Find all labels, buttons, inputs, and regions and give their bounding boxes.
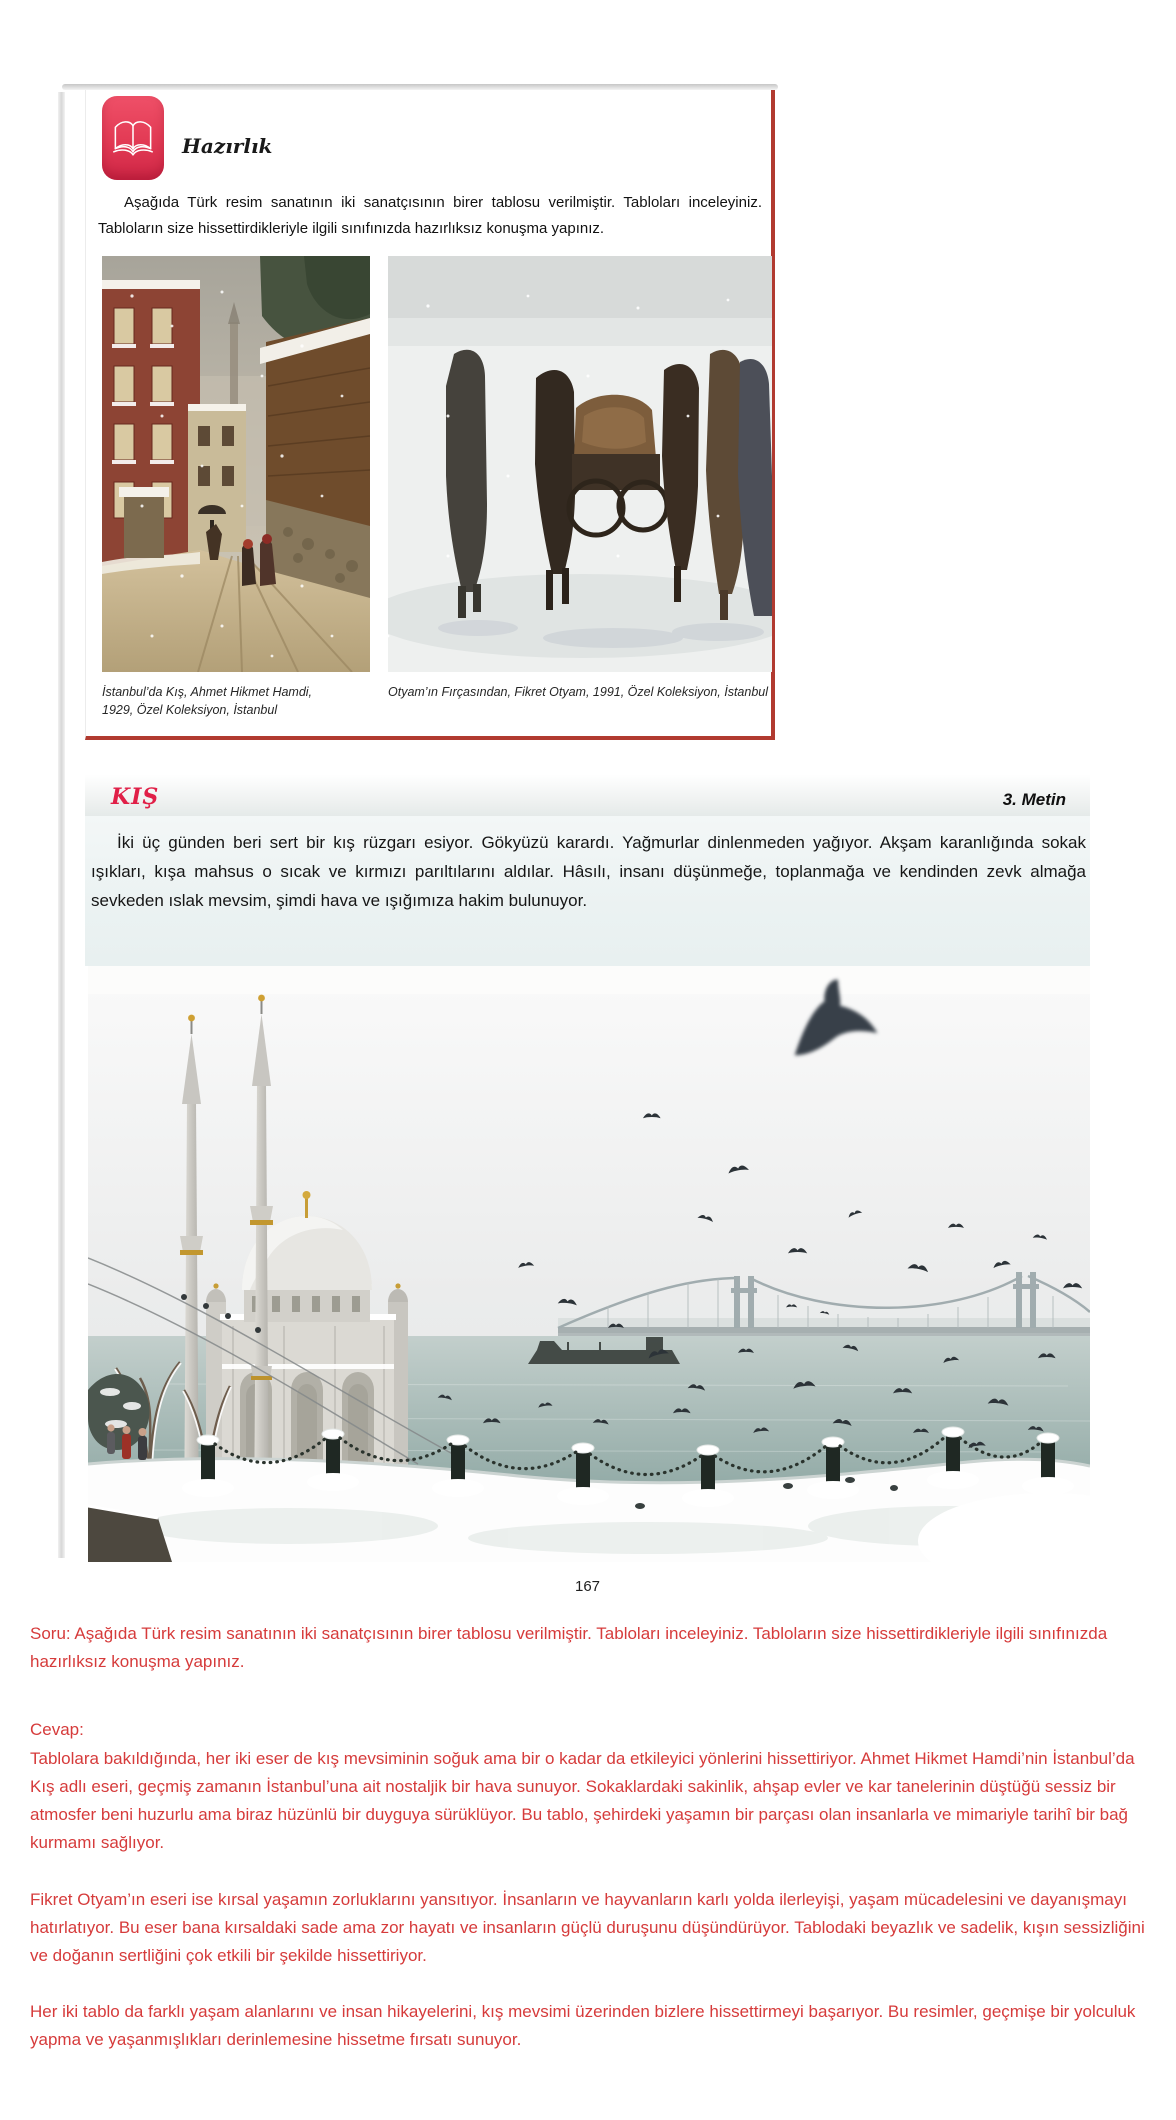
paintings-row: [102, 256, 772, 719]
painting-otyamin-fircasindan: [388, 256, 772, 719]
photo-image: [88, 966, 1090, 1562]
text-number-label: 3. Metin: [1002, 790, 1066, 809]
answer-paragraph: Her iki tablo da farklı yaşam alanlarını ve insan hikayelerini, kış mevsimi üzerinden bizlere hissettirmeyi başarıyor. Bu resimler, geçmişe bir yolculuk yapma ve yaşanmışlıkları derinlemesine hissetme fırsatı sunuyor.: [30, 2002, 1136, 2050]
answer-label: Cevap:: [30, 1720, 84, 1740]
question-answer-block: [30, 1620, 1152, 2083]
section-title: Hazırlık: [182, 134, 273, 158]
instruction-text: Aşağıda Türk resim sanatının iki sanatçısının birer tablosu verilmiştir. Tabloları inceleyiniz. Tabloların size hissettirdikleriyle ilgili sınıfınızda hazırlıksız konuşma yapınız.: [98, 194, 762, 238]
reading-area: [85, 816, 1090, 966]
reading-title: KIŞ: [111, 784, 160, 810]
photo-ortakoy-mosque-winter: [88, 966, 1090, 1562]
answer-paragraph: Fikret Otyam’ın eseri ise kırsal yaşamın zorluklarını yansıtıyor. İnsanların ve hayvanların karlı yolda ilerleyişi, yaşam mücadelesini ve dayanışmayı hatırlatıyor. Bu eser bana kırsaldaki sade ama zor hayatı ve insanların güçlü duruşunu düşündürüyor. Tablodaki beyazlık ve sadelik, kışın sessizliğini ve doğanın sertliğini çok etkili bir şekilde hissettiriyor.: [30, 1889, 1145, 1965]
hazirlik-box: [85, 90, 775, 740]
painting-istanbulda-kis: [102, 256, 370, 719]
open-book-icon: [102, 96, 164, 180]
painting-caption: İstanbul’da Kış, Ahmet Hikmet Hamdi, 1929, Özel Koleksiyon, İstanbul: [102, 685, 313, 718]
question-text: Soru: Aşağıda Türk resim sanatının iki sanatçısının birer tablosu verilmiştir. Tabloları inceleyiniz. Tabloların size hissettirdikleriyle ilgili sınıfınızda hazırlıksız konuşma yapınız.: [30, 1624, 1108, 1672]
reading-paragraph: İki üç günden beri sert bir kış rüzgarı esiyor. Gökyüzü karardı. Yağmurlar dinlenmeden yağıyor. Akşam karanlığında sokak ışıkları, kışa mahsus o sıcak ve kırmızı parıltılarını aldılar. Hâsılı, insanı düşünmeğe, toplanmağa ve kendinden zevk almağa sevkeden ıslak mevsim, şimdi hava ve ışığımıza hakim bulunuyor.: [91, 833, 1086, 911]
page-gutter-shadow: [58, 92, 65, 1558]
painting-istanbulda-kis-image: [102, 256, 370, 672]
painting-otyamin-fircasindan-image: [388, 256, 772, 672]
painting-caption: Otyam’ın Fırçasından, Fikret Otyam, 1991, Özel Koleksiyon, İstanbul: [388, 685, 769, 699]
answer-paragraph: Tablolara bakıldığında, her iki eser de kış mevsiminin soğuk ama bir o kadar da etkileyici yönlerini hissettiriyor. Ahmet Hikmet Hamdi’nin İstanbul’da Kış adlı eseri, geçmiş zamanın İstanbul’una ait nostaljik bir hava sunuyor. Sokaklardaki sakinlik, ahşap evler ve kar tanelerinin düştüğü sessiz bir atmosfer beni huzurlu ama biraz hüzünlü bir duyguya sürüklüyor. Bu tablo, şehirdeki yaşamın bir parçası olan insanlarla ve mimariyle tarihî bir bağ kurmamı sağlıyor.: [30, 1748, 1135, 1853]
page-number: 167: [574, 1578, 601, 1595]
reading-header: [85, 770, 1090, 816]
